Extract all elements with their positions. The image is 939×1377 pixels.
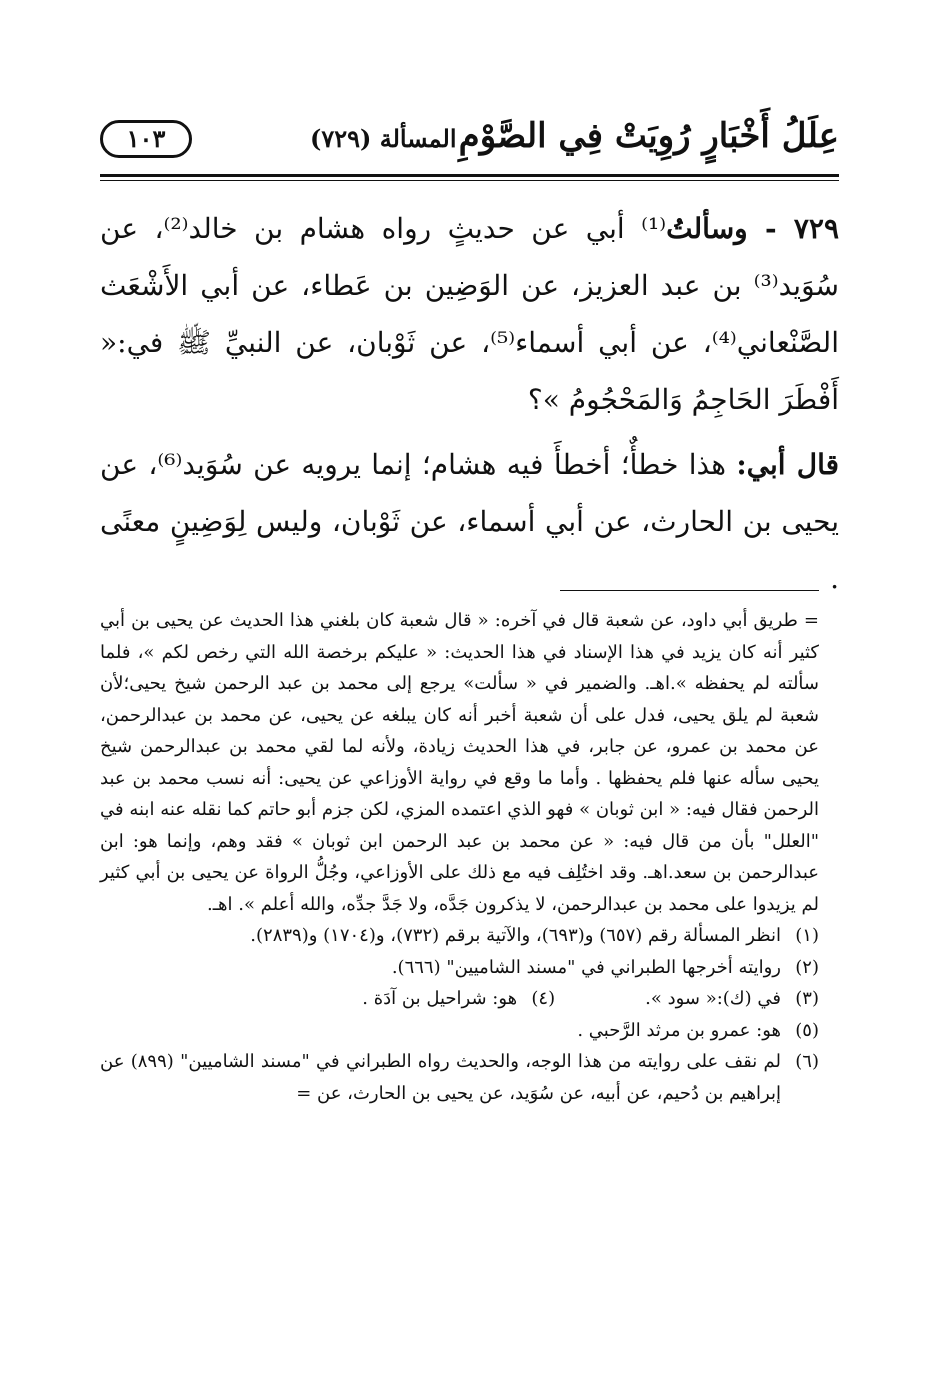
- question-lead: ٧٢٩ - وسألتُ: [666, 212, 840, 245]
- footnote-text: في (ك):« سود ».: [645, 988, 781, 1009]
- answer-text: هذا خطأٌ؛ أخطأَ فيه هشام؛ إنما يرويه عن سُوَيد⁽⁶⁾، عن يحيى بن الحارث، عن أبي أسماء، عن ثَوْبان، وليس لِوَضِينٍ معنًى .: [100, 448, 839, 595]
- footnote-text: هو: شراحيل بن آدَة .: [362, 988, 518, 1009]
- footnote-3-4: [100, 983, 819, 1015]
- footnote-number: (١): [795, 925, 819, 946]
- running-title: عِلَلُ أَخْبَارٍ رُوِيَتْ فِي الصَّوْمِ: [458, 116, 839, 156]
- footnote-1: [100, 920, 819, 952]
- footnote-6: [100, 1046, 819, 1109]
- footnote-text: انظر المسألة رقم (٦٥٧) و(٦٩٣)، والآتية برقم (٧٣٢)، و(١٧٠٤) و(٢٨٣٩).: [250, 925, 781, 946]
- footnote-number: (٤): [531, 988, 556, 1009]
- question-paragraph: [100, 200, 839, 428]
- main-text: [100, 200, 839, 607]
- answer-paragraph: [100, 436, 839, 607]
- page-header: [100, 112, 839, 168]
- footnote-text: لم نقف على روايته من هذا الوجه، والحديث رواه الطبراني في "مسند الشاميين" (٨٩٩) عن إبراهيم بن دُحيم، عن أبيه، عن سُوَيد، عن يحيى بن الحارث، عن =: [100, 1051, 782, 1104]
- footnote-text: هو: عمرو بن مرثد الرَّحبي .: [577, 1019, 781, 1041]
- footnote-number: (٣): [795, 988, 819, 1009]
- footnote-number: (٢): [795, 956, 819, 978]
- footnote-2: [100, 952, 819, 984]
- issue-number: المسألة (٧٢٩): [310, 124, 457, 153]
- answer-lead: قال أبي:: [736, 448, 839, 481]
- page-number-badge: ١٠٣: [100, 120, 192, 158]
- footnote-separator: [560, 590, 819, 591]
- footnote-number: (٥): [795, 1019, 819, 1041]
- footnote-text: روايته أخرجها الطبراني في "مسند الشاميين" (٦٦٦).: [391, 956, 781, 978]
- footnote-number: (٦): [795, 1051, 819, 1072]
- footnotes: [100, 605, 819, 1109]
- footnote-continuation: = طريق أبي داود، عن شعبة قال في آخره: « قال شعبة كان بلغني هذا الحديث عن يحيى بن أبي كثير أنه كان يزيد في هذا الإسناد في هذا الحديث: « عليكم برخصة الله التي رخص لكم »، فلما سألته لم يحفظه ».اهـ. والضمير في « سألت» يرجع إلى محمد بن عبد الرحمن شيخ يحيى؛لأن شعبة لم يلق يحيى، فدل على أن شعبة أخبر أنه كان يبلغه عن يحيى، عن محمد بن عبدالرحمن، عن محمد بن عمرو، عن جابر، في هذا الحديث زيادة، ولأنه لما لقي محمد بن عبدالرحمن شيخ يحيى سأله عنها فلم يحفظها . وأما ما وقع في رواية الأوزاعي عن يحيى: أنه نسب محمد بن عبد الرحمن فقال فيه: « ابن ثوبان » فهو الذي اعتمده المزي، لكن جزم أبو حاتم كما نقله عنه ابنه في "العلل" بأن من قال فيه: « عن محمد بن عبد الرحمن ابن ثوبان » فقد وهم، وإنما هو: ابن عبدالرحمن بن سعد.اهـ. وقد اختُلِف فيه مع ذلك على الأوزاعي، وجُلُّ الرواة عن يحيى بن أبي كثير لم يزيدوا على محمد بن عبدالرحمن، لا يذكرون جَدَّه، ولا جَدَّ جدِّه، والله أعلم ». اهـ.: [100, 610, 819, 915]
- footnote-5: [100, 1015, 819, 1047]
- header-rule-thin: [100, 180, 839, 181]
- header-rule-thick: [100, 174, 839, 177]
- question-text: ⁽¹⁾ أبي عن حديثٍ رواه هشام بن خالد⁽²⁾، عن سُوَيد⁽³⁾ بن عبد العزيز، عن الوَضِين بن عَطاء، عن أبي الأَشْعَث الصَّنْعاني⁽⁴⁾، عن أبي أسماء⁽⁵⁾، عن ثَوْبان، عن النبيِّ ﷺ في:« أَفْطَرَ الحَاجِمُ وَالمَحْجُومُ »؟: [100, 212, 839, 416]
